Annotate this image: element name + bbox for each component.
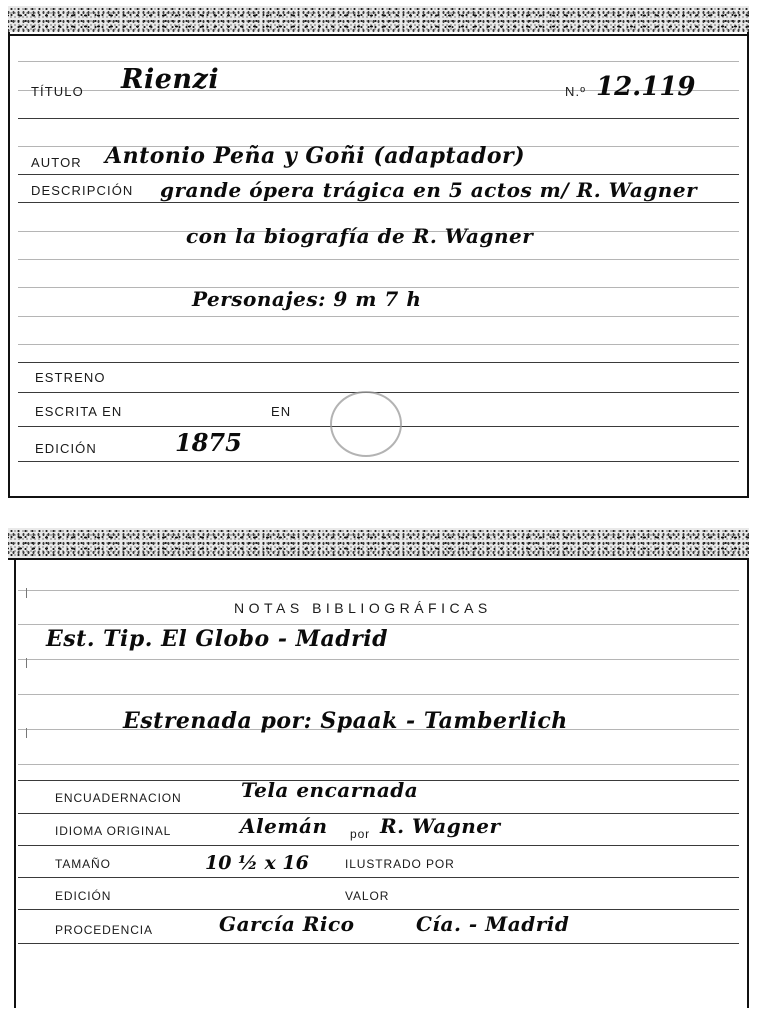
numero-label: N.º [565,84,587,99]
ilustrado-por-label: ILUSTRADO POR [345,857,455,871]
ruled-line [18,362,739,363]
catalog-card-back [8,528,749,1008]
descripcion-value-line2: con la biografía de R. Wagner [186,224,534,248]
descripcion-label: DESCRIPCIÓN [31,183,134,198]
ruled-line [18,118,739,119]
ink-stamp-ghost [330,391,402,457]
procedencia-label: PROCEDENCIA [55,923,153,937]
ruled-line [18,845,739,846]
edicion-label: EDICIÓN [55,889,112,903]
catalog-card-front [8,6,749,498]
ruled-line [18,694,739,695]
tamano-value: 10 ½ x 16 [205,852,309,874]
card-border-top [8,34,749,36]
nota-line-2: Estrenada por: Spaak - Tamberlich [123,708,568,734]
estreno-label: ESTRENO [35,370,106,385]
personajes-value: Personajes: 9 m 7 h [192,287,422,311]
ruled-line [18,61,739,62]
nota-line-1: Est. Tip. El Globo - Madrid [46,626,388,652]
procedencia-value: García Rico [219,912,355,936]
card-border-right [747,558,749,1008]
ruled-line [18,624,739,625]
ruled-line [18,461,739,462]
idioma-original-label: IDIOMA ORIGINAL [55,824,172,838]
ruled-line [18,877,739,878]
scan-edge-tick [26,588,27,598]
edicion-label: EDICIÓN [35,441,97,456]
page-gap [0,498,759,530]
scan-noise-band-top [8,6,749,32]
idioma-original-value: Alemán [240,814,328,838]
card-border-right [747,32,749,498]
scan-edge-tick [26,728,27,738]
autor-value: Antonio Peña y Goñi (adaptador) [105,143,526,169]
idioma-por-label: por [350,827,371,841]
escrita-en-label-secondary: EN [271,404,292,419]
card-border-left [8,32,10,498]
ruled-line [18,344,739,345]
ruled-line [18,813,739,814]
encuadernacion-value: Tela encarnada [241,778,419,802]
card-border-top [8,558,749,560]
titulo-label: TÍTULO [31,84,84,99]
encuadernacion-label: ENCUADERNACION [55,791,182,805]
notas-bibliograficas-heading: NOTAS BIBLIOGRÁFICAS [234,600,492,616]
ruled-line [18,174,739,175]
edicion-value: 1875 [175,428,242,457]
tamano-label: TAMAÑO [55,857,111,871]
scan-edge-tick [26,658,27,668]
ruled-line [18,316,739,317]
ruled-line [18,943,739,944]
autor-label: AUTOR [31,155,82,170]
ruled-line [18,202,739,203]
card-border-left [14,558,16,1008]
escrita-en-label: ESCRITA EN [35,404,123,419]
ruled-line [18,659,739,660]
titulo-value: Rienzi [121,64,220,95]
ruled-line [18,590,739,591]
valor-label: VALOR [345,889,390,903]
ruled-line [18,259,739,260]
ruled-line [18,764,739,765]
procedencia-value-continued: Cía. - Madrid [416,912,570,936]
scan-noise-band-top [8,528,749,558]
numero-value: 12.119 [596,72,696,102]
idioma-por-value: R. Wagner [380,814,501,838]
descripcion-value-line1: grande ópera trágica en 5 actos m/ R. Wagner [160,178,698,202]
ruled-line [18,909,739,910]
